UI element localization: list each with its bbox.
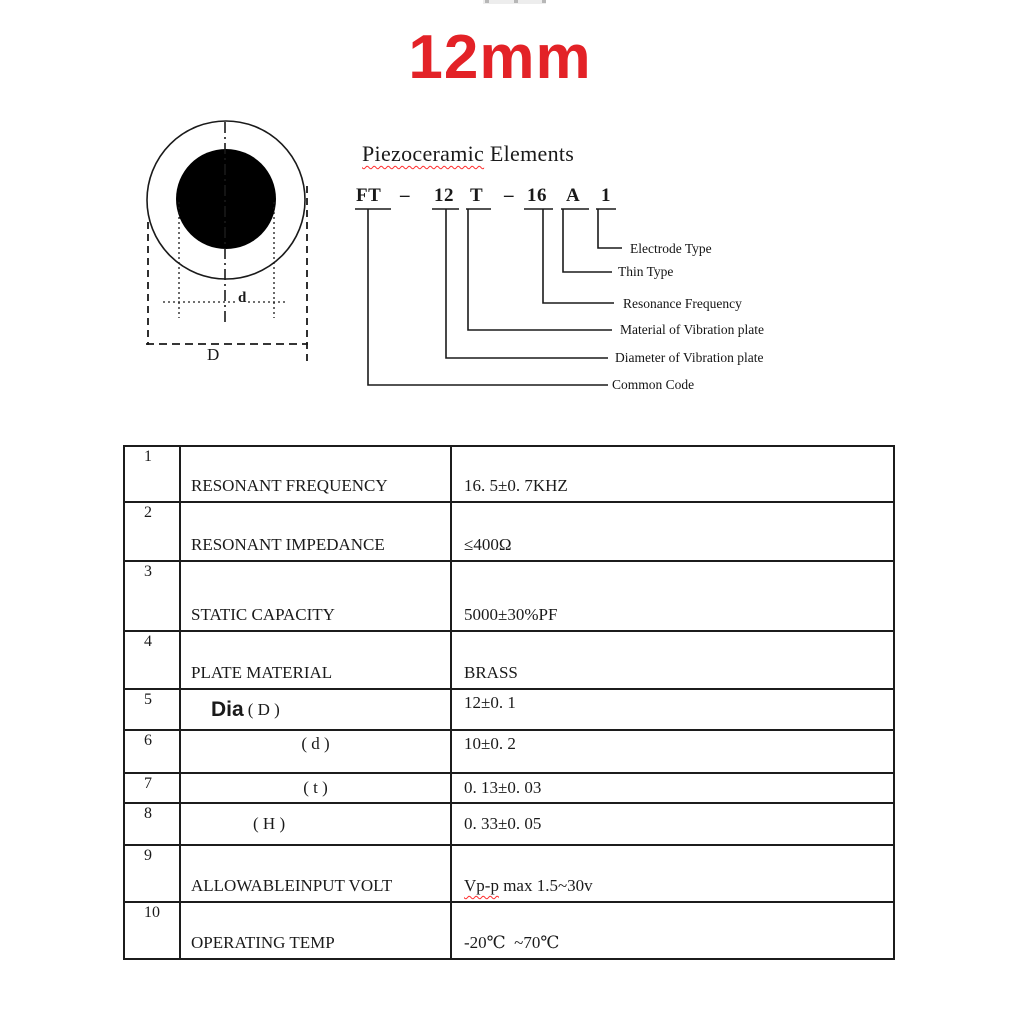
row-number: 5: [125, 690, 181, 729]
artifact-dot: [514, 0, 518, 3]
spec-value: BRASS: [464, 663, 518, 682]
row-number: 8: [125, 804, 181, 844]
tree-line-thin-type: [563, 209, 612, 272]
tree-line-resonance: [543, 209, 614, 303]
size-title: 12mm: [408, 23, 592, 92]
table-row: [125, 560, 893, 630]
outer-disc-circle: [147, 121, 305, 279]
code-part-1: 1: [601, 185, 611, 206]
label-thin-type: Thin Type: [618, 264, 674, 279]
tree-line-electrode: [598, 209, 622, 248]
table-row: [125, 802, 893, 844]
spec-value: ≤400Ω: [464, 535, 512, 554]
spec-label: ALLOWABLEINPUT VOLT: [181, 846, 452, 901]
spec-value: 0. 13±0. 03: [464, 778, 542, 797]
spec-value: 0. 33±0. 05: [464, 814, 542, 833]
table-row: [125, 729, 893, 772]
spec-label: PLATE MATERIAL: [181, 632, 452, 688]
spec-value: 12±0. 1: [464, 693, 516, 712]
code-part-FT: FT: [356, 185, 382, 206]
spec-value: 5000±30%PF: [464, 605, 558, 624]
tree-line-diameter: [446, 209, 608, 358]
label-common-code: Common Code: [612, 377, 695, 392]
spec-label: ( H ): [181, 804, 452, 844]
code-part-12: 12: [434, 185, 454, 206]
dash-separator: –: [504, 185, 514, 206]
spec-label: RESONANT IMPEDANCE: [181, 503, 452, 560]
table-row: [125, 772, 893, 802]
spec-value: [452, 846, 893, 901]
spec-label: OPERATING TEMP: [181, 903, 452, 958]
tree-line-material: [468, 209, 612, 330]
spec-value-rest: max 1.5~30v: [498, 876, 593, 895]
heading-word: Piezoceramic: [362, 141, 485, 166]
spec-value: 10±0. 2: [464, 734, 516, 753]
outer-diameter-label: D: [207, 345, 220, 364]
row-number: 2: [125, 503, 181, 560]
code-part-T: T: [470, 185, 484, 206]
cropped-edge-artifact: [483, 0, 546, 4]
inner-diameter-label: d: [238, 290, 247, 306]
heading-rest: Elements: [484, 141, 575, 166]
row-number: 10: [125, 903, 181, 958]
row-number: 6: [125, 731, 181, 772]
label-diameter-of-vibration-plate: Diameter of Vibration plate: [615, 350, 764, 365]
dia-word: Dia: [211, 697, 244, 721]
table-row: [125, 501, 893, 560]
tree-line-common-code: [368, 209, 608, 385]
row-number: 3: [125, 562, 181, 630]
label-resonance-frequency: Resonance Frequency: [623, 296, 742, 311]
spec-value: -20℃ ~70℃: [464, 933, 560, 952]
dash-separator: –: [400, 185, 410, 206]
product-heading: [362, 141, 574, 167]
spec-value: 16. 5±0. 7KHZ: [464, 476, 568, 495]
table-row: [125, 688, 893, 729]
spec-label: ( d ): [181, 731, 452, 772]
spec-label: RESONANT FREQUENCY: [181, 447, 452, 501]
row-number: 9: [125, 846, 181, 901]
table-row: [125, 447, 893, 501]
artifact-dot: [542, 0, 546, 3]
artifact-dot: [485, 0, 489, 3]
table-row: [125, 844, 893, 901]
code-part-16: 16: [527, 185, 547, 206]
spec-label: ( t ): [181, 774, 452, 802]
row-number: 7: [125, 774, 181, 802]
label-material-of-vibration-plate: Material of Vibration plate: [620, 322, 765, 337]
inner-electrode-circle: [176, 149, 276, 249]
table-row: [125, 901, 893, 958]
spec-table: [123, 445, 895, 960]
table-row: [125, 630, 893, 688]
label-electrode-type: Electrode Type: [630, 241, 712, 256]
spec-label: [181, 690, 452, 729]
code-part-A: A: [566, 185, 581, 206]
spec-label: STATIC CAPACITY: [181, 562, 452, 630]
row-number: 4: [125, 632, 181, 688]
dia-symbol: ( D ): [247, 699, 280, 719]
spellchecked-word: Vp-p: [464, 876, 499, 895]
row-number: 1: [125, 447, 181, 501]
